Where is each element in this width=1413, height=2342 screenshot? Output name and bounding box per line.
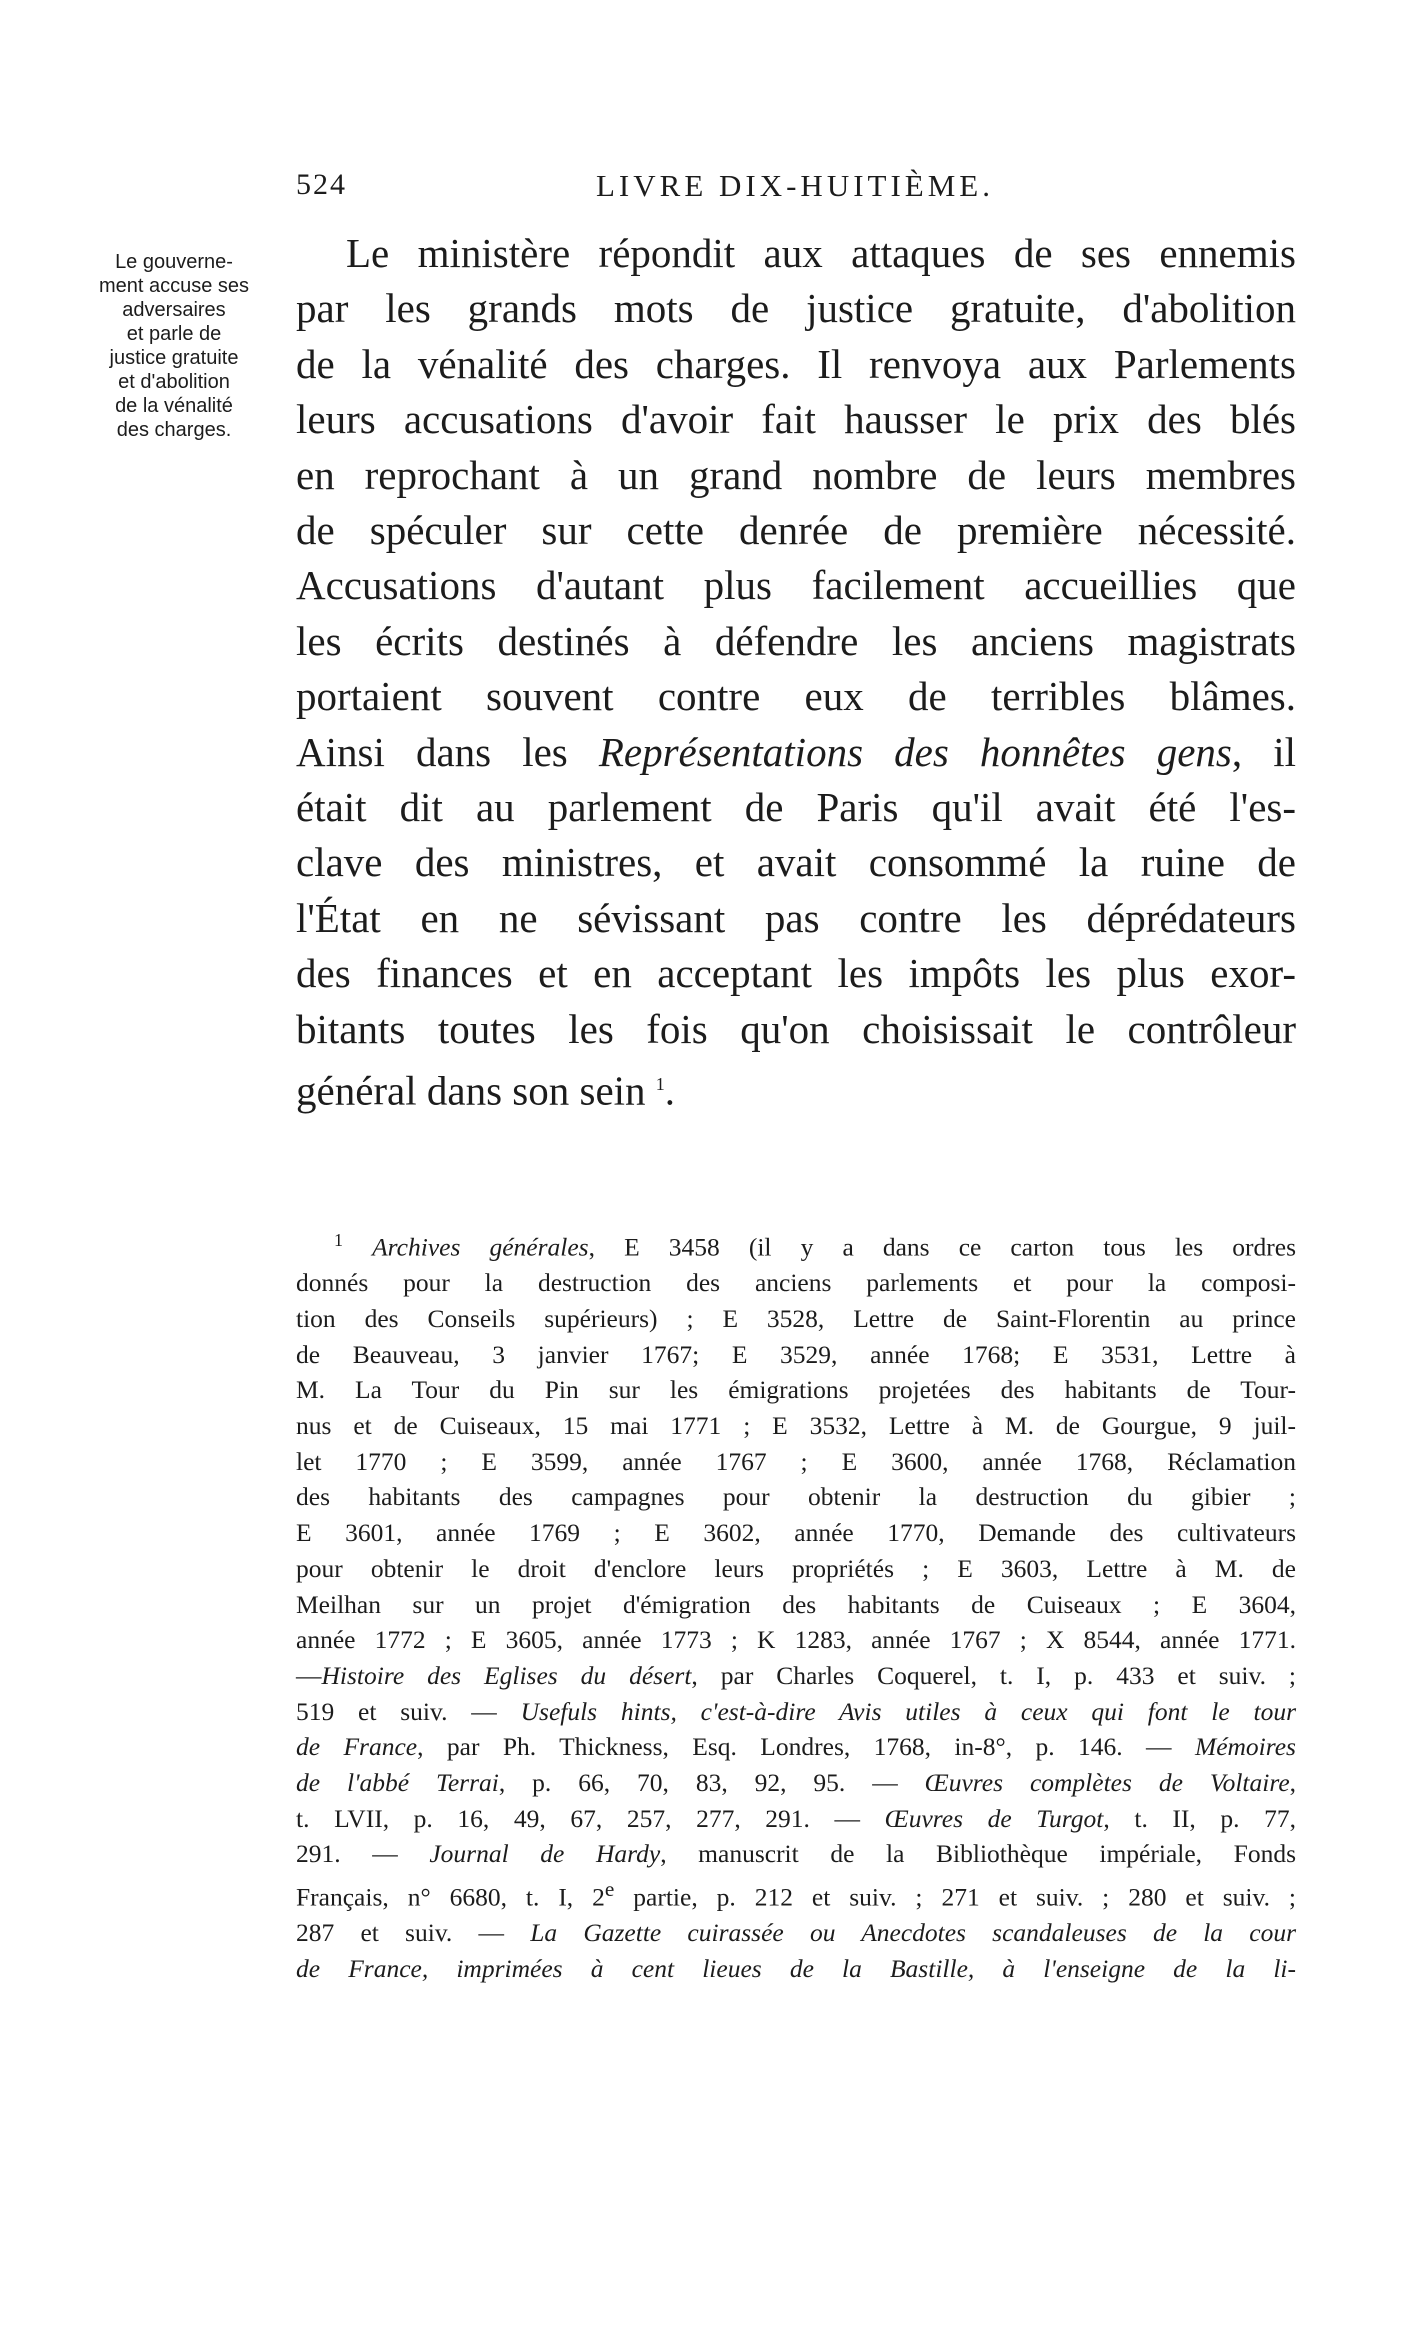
text-line: par les grands mots de justice gratuite, d'abolition <box>296 285 1296 332</box>
text-line: Accusations d'autant plus facilement accueillies que <box>296 562 1296 609</box>
footnote-line <box>296 1836 1296 1872</box>
footnote-line: Meilhan sur un projet d'émigration des habitants de Cuiseaux ; E 3604, <box>296 1589 1296 1619</box>
source-title: Journal de Hardy <box>429 1839 661 1869</box>
text-line: les écrits destinés à défendre les anciens magistrats <box>296 617 1296 664</box>
footnote-line: let 1770 ; E 3599, année 1767 ; E 3600, année 1768, Réclamation <box>296 1446 1296 1476</box>
footnote-line <box>296 1223 1296 1265</box>
margin-note-line: et d'abolition <box>118 371 230 393</box>
text-line: leurs accusations d'avoir fait hausser le prix des blés <box>296 396 1296 443</box>
footnote-line <box>296 1872 1296 1915</box>
footnote-line <box>296 1729 1296 1765</box>
footnote-line <box>296 1694 1296 1730</box>
text-line: portaient souvent contre eux de terribles blâmes. <box>296 673 1296 720</box>
footnote-segment: , <box>1289 1768 1297 1798</box>
footnote-line: année 1772 ; E 3605, année 1773 ; K 1283, année 1767 ; X 8544, année 1771. <box>296 1625 1296 1655</box>
running-title: LIVRE DIX-HUITIÈME. <box>596 168 994 203</box>
footnote-segment: , manuscrit de la Bibliothèque impériale, Fonds <box>660 1839 1297 1869</box>
margin-note-line: Le gouverne- <box>115 251 233 273</box>
text-segment: général dans son sein <box>296 1067 656 1114</box>
page-number: 524 <box>296 168 347 201</box>
footnote-line <box>296 1915 1296 1951</box>
source-title: Mémoires <box>1194 1732 1296 1762</box>
footnote-line <box>296 1951 1296 1987</box>
text-line <box>296 725 1296 780</box>
margin-note-line: justice gratuite <box>109 347 239 369</box>
main-paragraph <box>296 226 1296 1119</box>
footnote-line: tion des Conseils supérieurs) ; E 3528, Lettre de Saint-Florentin au prince <box>296 1303 1296 1333</box>
footnote-segment: , par Ph. Thickness, Esq. Londres, 1768, in-8°, p. 146. — <box>417 1732 1195 1762</box>
margin-note-line: adversaires <box>122 299 226 321</box>
footnote <box>296 1223 1296 1987</box>
text-line <box>296 1057 1296 1119</box>
text-line: de spéculer sur cette denrée de première nécessité. <box>296 507 1296 554</box>
text-line: de la vénalité des charges. Il renvoya aux Parlements <box>296 340 1296 387</box>
footnote-line: nus et de Cuiseaux, 15 mai 1771 ; E 3532, Lettre à M. de Gourgue, 9 juil- <box>296 1411 1296 1441</box>
text-line: Le ministère répondit aux attaques de ses ennemis <box>346 230 1296 276</box>
source-title: de France, imprimées à cent lieues de la Bastille, à l'enseigne de la li- <box>296 1954 1296 1984</box>
footnote-line: donnés pour la destruction des anciens parlements et pour la composi- <box>296 1268 1296 1298</box>
footnote-line: M. La Tour du Pin sur les émigrations projetées des habitants de Tour- <box>296 1375 1296 1405</box>
text-line: bitants toutes les fois qu'on choisissait le contrôleur <box>296 1005 1296 1052</box>
footnote-segment: , par Charles Coquerel, t. I, p. 433 et suiv. ; <box>691 1660 1297 1690</box>
margin-note-line: des charges. <box>116 419 232 441</box>
source-title: de l'abbé Terrai <box>296 1768 499 1798</box>
footnote-line: des habitants des campagnes pour obtenir la destruction du gibier ; <box>296 1482 1296 1512</box>
text-line: clave des ministres, et avait consommé la ruine de <box>296 839 1296 886</box>
footnote-line <box>296 1658 1296 1694</box>
footnote-segment: 287 et suiv. — <box>296 1918 531 1948</box>
source-title: Usefuls hints, c'est-à-dire Avis utiles à ceux qui font le tour <box>520 1696 1296 1726</box>
source-title: Archives générales <box>372 1232 589 1262</box>
footnote-segment: , t. II, p. 77, <box>1103 1803 1296 1833</box>
text-line: était dit au parlement de Paris qu'il avait été l'es- <box>296 784 1296 831</box>
running-header <box>296 168 1296 208</box>
source-title: de France <box>296 1732 418 1762</box>
footnote-segment: , E 3458 (il y a dans ce carton tous les ordres <box>588 1232 1296 1262</box>
text-segment: . <box>664 1067 676 1114</box>
source-title: La Gazette cuirassée ou Anecdotes scandaleuses de la cour <box>530 1918 1296 1948</box>
text-line: en reprochant à un grand nombre de leurs membres <box>296 451 1296 498</box>
source-title: Histoire des Eglises du désert <box>321 1660 692 1690</box>
source-title: Œuvres complètes de Voltaire <box>924 1768 1290 1798</box>
margin-note-line: ment accuse ses <box>98 275 250 297</box>
footnote-line: de Beauveau, 3 janvier 1767; E 3529, année 1768; E 3531, Lettre à <box>296 1339 1296 1369</box>
footnote-segment: , p. 66, 70, 83, 92, 95. — <box>498 1768 925 1798</box>
book-title: Représentations des honnêtes gens <box>598 728 1232 775</box>
text-line: des finances et en acceptant les impôts les plus exor- <box>296 950 1296 997</box>
ordinal-superscript: e <box>604 1877 615 1902</box>
footnote-segment: — <box>296 1660 322 1690</box>
footnote-segment: 519 et suiv. — <box>296 1696 521 1726</box>
text-segment: , il <box>1231 728 1296 775</box>
source-title: Œuvres de Turgot <box>884 1803 1104 1833</box>
footnote-line: pour obtenir le droit d'enclore leurs propriétés ; E 3603, Lettre à M. de <box>296 1553 1296 1583</box>
footnote-segment: partie, p. 212 et suiv. ; 271 et suiv. ; 280 et suiv. ; <box>614 1882 1296 1912</box>
margin-note <box>74 250 274 442</box>
footnote-line <box>296 1765 1296 1801</box>
footnote-reference: 1 <box>655 1074 665 1095</box>
margin-note-line: de la vénalité <box>115 395 233 417</box>
footnote-line <box>296 1801 1296 1837</box>
footnote-segment: Français, n° 6680, t. I, 2 <box>296 1882 605 1912</box>
text-line: l'État en ne sévissant pas contre les déprédateurs <box>296 894 1296 941</box>
footnote-line: E 3601, année 1769 ; E 3602, année 1770, Demande des cultivateurs <box>296 1518 1296 1548</box>
footnote-segment: t. LVII, p. 16, 49, 67, 257, 277, 291. — <box>296 1803 885 1833</box>
footnote-segment: 291. — <box>296 1839 430 1869</box>
margin-note-line: et parle de <box>126 323 222 345</box>
text-segment: Ainsi dans les <box>296 728 599 775</box>
footnote-marker: 1 <box>334 1230 343 1250</box>
